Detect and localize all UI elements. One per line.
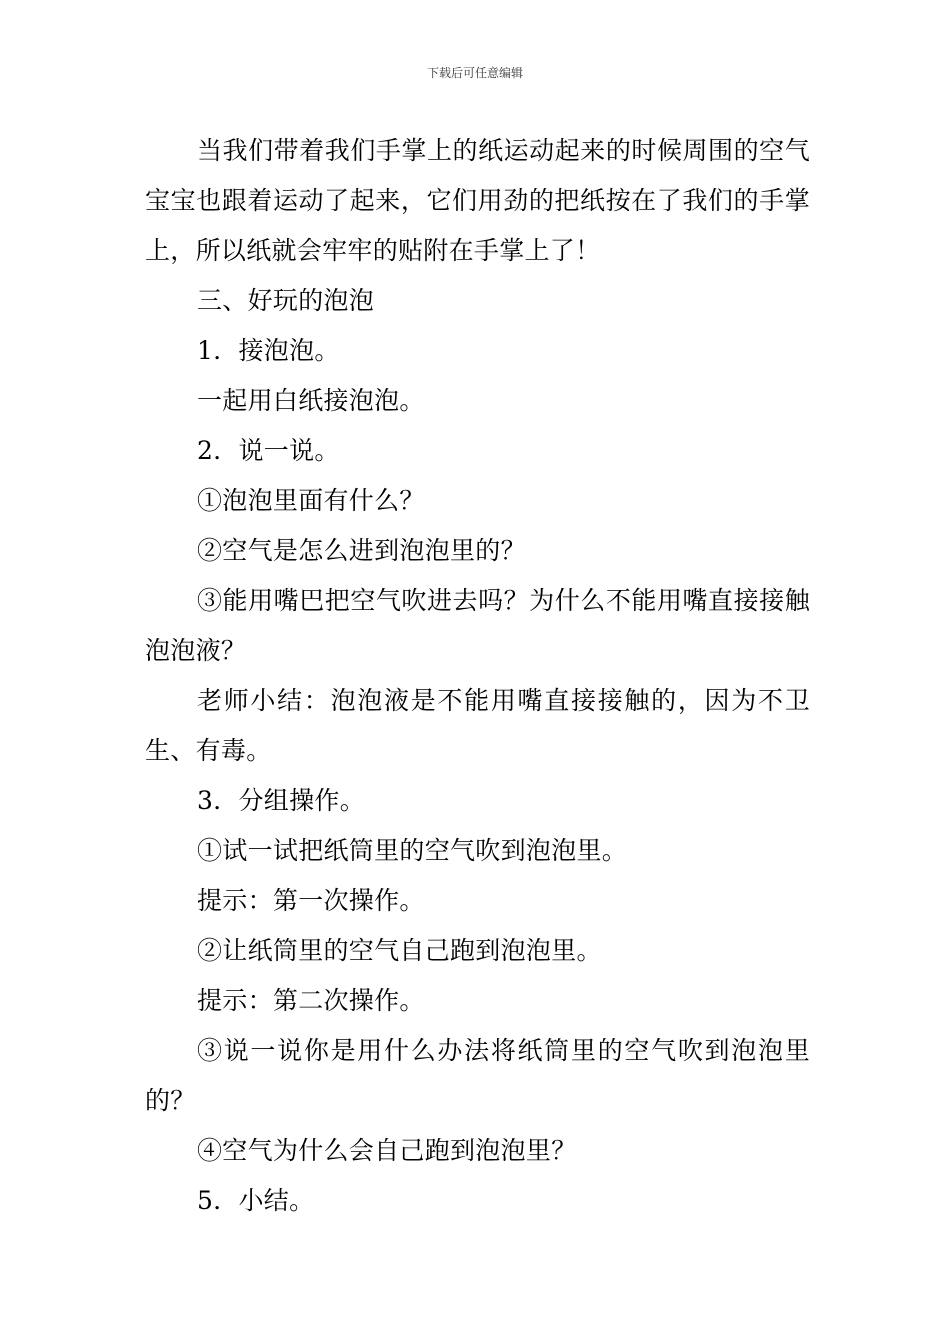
step-heading-3: 3．分组操作。 [197, 786, 366, 815]
step-heading-5: 5．小结。 [197, 1186, 315, 1215]
activity-item: ③说一说你是用什么办法将纸筒里的空气吹到泡泡里的？ [145, 1036, 810, 1115]
activity-item: ①试一试把纸筒里的空气吹到泡泡里。 [197, 836, 628, 865]
question-item: ①泡泡里面有什么？ [197, 486, 425, 515]
step-heading-1: 1．接泡泡。 [197, 336, 340, 365]
activity-item: ④空气为什么会自己跑到泡泡里？ [197, 1136, 577, 1165]
paragraph-intro: 当我们带着我们手掌上的纸运动起来的时候周围的空气宝宝也跟着运动了起来，它们用劲的把纸按在了我们的手掌上，所以纸就会牢牢的贴附在手掌上了！ [145, 136, 810, 265]
question-item: ②空气是怎么进到泡泡里的？ [197, 536, 526, 565]
hint-text: 提示：第二次操作。 [197, 986, 425, 1015]
teacher-summary: 老师小结：泡泡液是不能用嘴直接接触的，因为不卫生、有毒。 [145, 686, 810, 765]
activity-item: ②让纸筒里的空气自己跑到泡泡里。 [197, 936, 602, 965]
page-header: 下载后可任意编辑 [426, 66, 523, 80]
paragraph: 一起用白纸接泡泡。 [197, 386, 425, 415]
hint-text: 提示：第一次操作。 [197, 886, 425, 915]
question-item: ③能用嘴巴把空气吹进去吗？为什么不能用嘴直接接触泡泡液？ [145, 586, 810, 665]
section-heading: 三、好玩的泡泡 [197, 286, 375, 315]
step-heading-2: 2．说一说。 [197, 436, 340, 465]
document-body [145, 126, 810, 1226]
